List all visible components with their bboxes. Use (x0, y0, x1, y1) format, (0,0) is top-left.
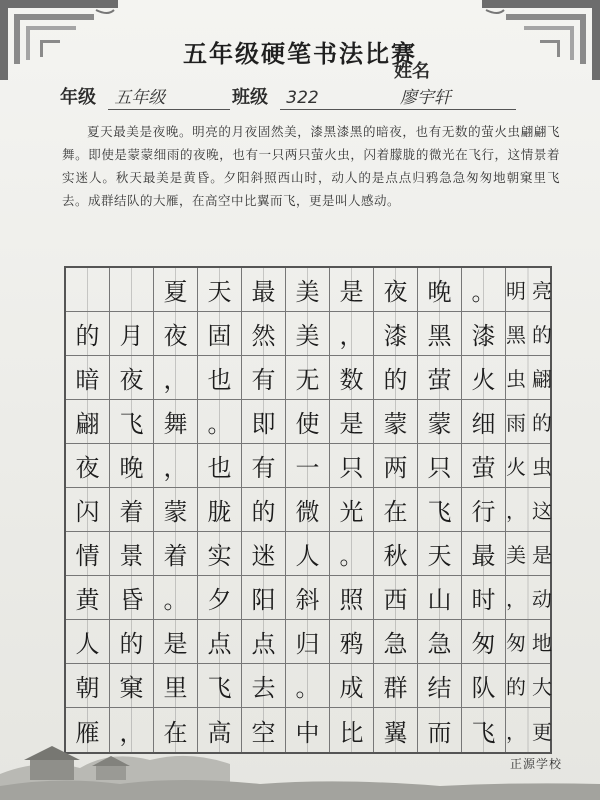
grid-cell: ， (110, 708, 154, 752)
grid-cell: 的 (66, 312, 110, 356)
grid-cell: 昏 (110, 576, 154, 620)
grid-cell (506, 532, 550, 576)
writing-grid (64, 266, 552, 754)
grid-cell: 山 (418, 576, 462, 620)
grid-cell: 闪 (66, 488, 110, 532)
grid-cell: 照 (330, 576, 374, 620)
grid-cell: ， (154, 356, 198, 400)
grid-cell: 而 (418, 708, 462, 752)
grid-cell: 只 (418, 444, 462, 488)
grid-cell (506, 664, 550, 708)
grid-cell: 无 (286, 356, 330, 400)
grid-cell-overflow-char: 地 (532, 631, 552, 655)
grid-cell: 点 (198, 620, 242, 664)
grid-cell: 细 (462, 400, 506, 444)
grid-cell: 情 (66, 532, 110, 576)
grid-cell: 西 (374, 576, 418, 620)
grid-cell: 两 (374, 444, 418, 488)
grid-cell: 飞 (198, 664, 242, 708)
grid-cell: 雁 (66, 708, 110, 752)
grid-cell: 窠 (110, 664, 154, 708)
grid-cell: 的 (242, 488, 286, 532)
grid-cell: 是 (330, 400, 374, 444)
grid-cell: 固 (198, 312, 242, 356)
grid-cell: 行 (462, 488, 506, 532)
grid-cell: 队 (462, 664, 506, 708)
grid-cell: 在 (374, 488, 418, 532)
grid-cell: 高 (198, 708, 242, 752)
grid-cell-char: ， (506, 719, 526, 744)
grid-cell: 蒙 (154, 488, 198, 532)
grid-cell-overflow-char: 是 (532, 543, 552, 567)
grid-cell-char: 匆 (506, 631, 526, 655)
grid-cell-char: 虫 (506, 367, 526, 391)
grid-cell: 夕 (198, 576, 242, 620)
grid-cell: 火 (462, 356, 506, 400)
grid-cell: 。 (154, 576, 198, 620)
class-field (232, 83, 402, 110)
grid-cell: 夏 (154, 268, 198, 312)
grid-cell (506, 400, 550, 444)
grade-label: 年级 (60, 87, 96, 108)
grid-cell: 人 (66, 620, 110, 664)
grid-cell-overflow-char: 大 (532, 675, 552, 699)
grid-cell: 夜 (154, 312, 198, 356)
grid-cell (110, 268, 154, 312)
grid-cell: 微 (286, 488, 330, 532)
grid-cell: 迷 (242, 532, 286, 576)
grid-cell-char: 美 (506, 543, 526, 567)
grid-cell: 美 (286, 268, 330, 312)
grid-cell-overflow-char: 的 (532, 323, 552, 347)
grade-value: 五年级 (108, 83, 230, 110)
grid-cell: 阳 (242, 576, 286, 620)
grid-cell: 月 (110, 312, 154, 356)
grid-cell: 归 (286, 620, 330, 664)
grade-field (60, 83, 230, 110)
grid-cell: 斜 (286, 576, 330, 620)
grid-cell (506, 488, 550, 532)
grid-cell: 成 (330, 664, 374, 708)
student-info-row (60, 61, 560, 112)
class-label: 班级 (232, 87, 268, 108)
grid-cell (506, 444, 550, 488)
grid-cell: 萤 (462, 444, 506, 488)
grid-cell-overflow-char: 的 (532, 411, 552, 435)
class-value: 322 (280, 88, 402, 110)
grid-cell-overflow-char: 翩 (532, 367, 552, 391)
grid-cell: 胧 (198, 488, 242, 532)
grid-cell: 光 (330, 488, 374, 532)
grid-cell-char: 火 (506, 455, 526, 479)
grid-cell-char: 明 (506, 279, 526, 303)
name-field (394, 57, 560, 110)
grid-cell: 飞 (462, 708, 506, 752)
grid-cell: 萤 (418, 356, 462, 400)
grid-cell (506, 576, 550, 620)
school-name: 正源学校 (509, 757, 562, 771)
grid-cell: 晚 (110, 444, 154, 488)
grid-cell: 结 (418, 664, 462, 708)
grid-cell-overflow-char: 动 (532, 587, 552, 611)
grid-cell: 朝 (66, 664, 110, 708)
grid-cell: 即 (242, 400, 286, 444)
grid-cell: 是 (330, 268, 374, 312)
name-label: 姓名 (394, 61, 430, 82)
grid-cell: 时 (462, 576, 506, 620)
grid-cell: 。 (462, 268, 506, 312)
grid-cell: 然 (242, 312, 286, 356)
grid-cell: 实 (198, 532, 242, 576)
grid-cell: 的 (110, 620, 154, 664)
grid-cell-char: ， (506, 587, 526, 611)
grid-cell: 着 (110, 488, 154, 532)
grid-cell: 天 (198, 268, 242, 312)
grid-cell: 最 (462, 532, 506, 576)
grid-cell: 夜 (110, 356, 154, 400)
grid-cell: 一 (286, 444, 330, 488)
grid-cell: 只 (330, 444, 374, 488)
grid-cell: 使 (286, 400, 330, 444)
grid-cell: 天 (418, 532, 462, 576)
grid-cell: 翼 (374, 708, 418, 752)
grid-cell: 。 (330, 532, 374, 576)
grid-cell-overflow-char: 这 (532, 499, 552, 523)
grid-cell-char: ， (506, 499, 526, 523)
grid-cell: ， (330, 312, 374, 356)
grid-cell: 晚 (418, 268, 462, 312)
grid-cell: 人 (286, 532, 330, 576)
grid-cell (506, 356, 550, 400)
grid-cell-overflow-char: 更 (532, 719, 552, 744)
grid-cell: 暗 (66, 356, 110, 400)
grid-cell: 。 (198, 400, 242, 444)
grid-cell: 美 (286, 312, 330, 356)
grid-cell: 急 (374, 620, 418, 664)
grid-cell-overflow-char: 虫 (532, 455, 552, 479)
grid-cell: 的 (374, 356, 418, 400)
grid-cell: 有 (242, 444, 286, 488)
grid-cell: 夜 (66, 444, 110, 488)
grid-cell-overflow-char: 亮 (532, 279, 552, 303)
grid-cell (506, 268, 550, 312)
grid-cell: 有 (242, 356, 286, 400)
grid-cell: 蒙 (374, 400, 418, 444)
grid-cell: 。 (286, 664, 330, 708)
grid-cell: 在 (154, 708, 198, 752)
grid-cell (506, 312, 550, 356)
grid-cell: 翩 (66, 400, 110, 444)
grid-cell: 最 (242, 268, 286, 312)
grid-cell: 群 (374, 664, 418, 708)
grid-cell: 景 (110, 532, 154, 576)
grid-cell: 数 (330, 356, 374, 400)
grid-cell: 是 (154, 620, 198, 664)
model-text-paragraph: 夏天最美是夜晚。明亮的月夜固然美，漆黑漆黑的暗夜，也有无数的萤火虫翩翩飞舞。即使是蒙蒙细雨的夜晚，也有一只两只萤火虫，闪着朦胧的微光在飞行，这情景着实迷人。秋天最美是黄昏。夕阳斜照西山时，动人的是点点归鸦急急匆匆地朝窠里飞去。成群结队的大雁，在高空中比翼而飞，更是叫人感动。 (62, 124, 560, 208)
grid-cell: 黄 (66, 576, 110, 620)
grid-cell: 飞 (110, 400, 154, 444)
grid-cell: 匆 (462, 620, 506, 664)
name-value: 廖宇轩 (394, 83, 516, 110)
grid-cell: 蒙 (418, 400, 462, 444)
grid-cell-char: 雨 (506, 411, 526, 435)
grid-cell: ， (154, 444, 198, 488)
grid-cell: 舞 (154, 400, 198, 444)
grid-cell: 夜 (374, 268, 418, 312)
grid-cell (66, 268, 110, 312)
grid-cell: 里 (154, 664, 198, 708)
grid-cell: 中 (286, 708, 330, 752)
grid-cell: 也 (198, 444, 242, 488)
grid-cell: 空 (242, 708, 286, 752)
grid-cell-char: 黑 (506, 323, 526, 347)
contest-title: 五年级硬笔书法比赛 (183, 39, 417, 68)
grid-cell: 飞 (418, 488, 462, 532)
grid-cell: 黑 (418, 312, 462, 356)
grid-cell: 鸦 (330, 620, 374, 664)
grid-cell: 漆 (374, 312, 418, 356)
grid-cell-char: 的 (506, 675, 526, 699)
grid-cell: 比 (330, 708, 374, 752)
grid-cell: 也 (198, 356, 242, 400)
grid-cell: 漆 (462, 312, 506, 356)
grid-cell: 急 (418, 620, 462, 664)
grid-cell: 点 (242, 620, 286, 664)
grid-cell (506, 620, 550, 664)
grid-cell: 着 (154, 532, 198, 576)
grid-cell: 去 (242, 664, 286, 708)
grid-cell: 秋 (374, 532, 418, 576)
